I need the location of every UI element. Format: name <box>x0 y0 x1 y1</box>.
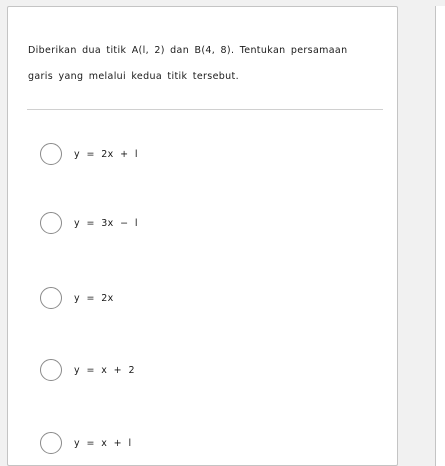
radio-button-icon[interactable] <box>40 287 62 309</box>
radio-button-icon[interactable] <box>40 432 62 454</box>
answer-option-label: y = 2x <box>74 292 114 304</box>
answer-option-label: y = x + 2 <box>74 364 135 376</box>
answer-option-a[interactable] <box>32 141 138 167</box>
adjacent-card-edge <box>435 6 445 466</box>
answer-option-label: y = 2x + l <box>74 148 138 160</box>
answer-option-c[interactable] <box>32 285 114 311</box>
radio-button-icon[interactable] <box>40 143 62 165</box>
answer-option-label: y = 3x − l <box>74 217 138 229</box>
answer-option-b[interactable] <box>32 210 138 236</box>
answer-option-e[interactable] <box>32 430 131 456</box>
question-text: Diberikan dua titik A(l, 2) dan B(4, 8). Tentukan persamaan garis yang melalui kedua titik tersebut. <box>28 45 348 82</box>
radio-button-icon[interactable] <box>40 212 62 234</box>
answer-option-label: y = x + l <box>74 437 132 449</box>
divider <box>27 109 383 110</box>
radio-button-icon[interactable] <box>40 359 62 381</box>
answer-option-d[interactable] <box>32 357 135 383</box>
question-card <box>7 6 398 466</box>
